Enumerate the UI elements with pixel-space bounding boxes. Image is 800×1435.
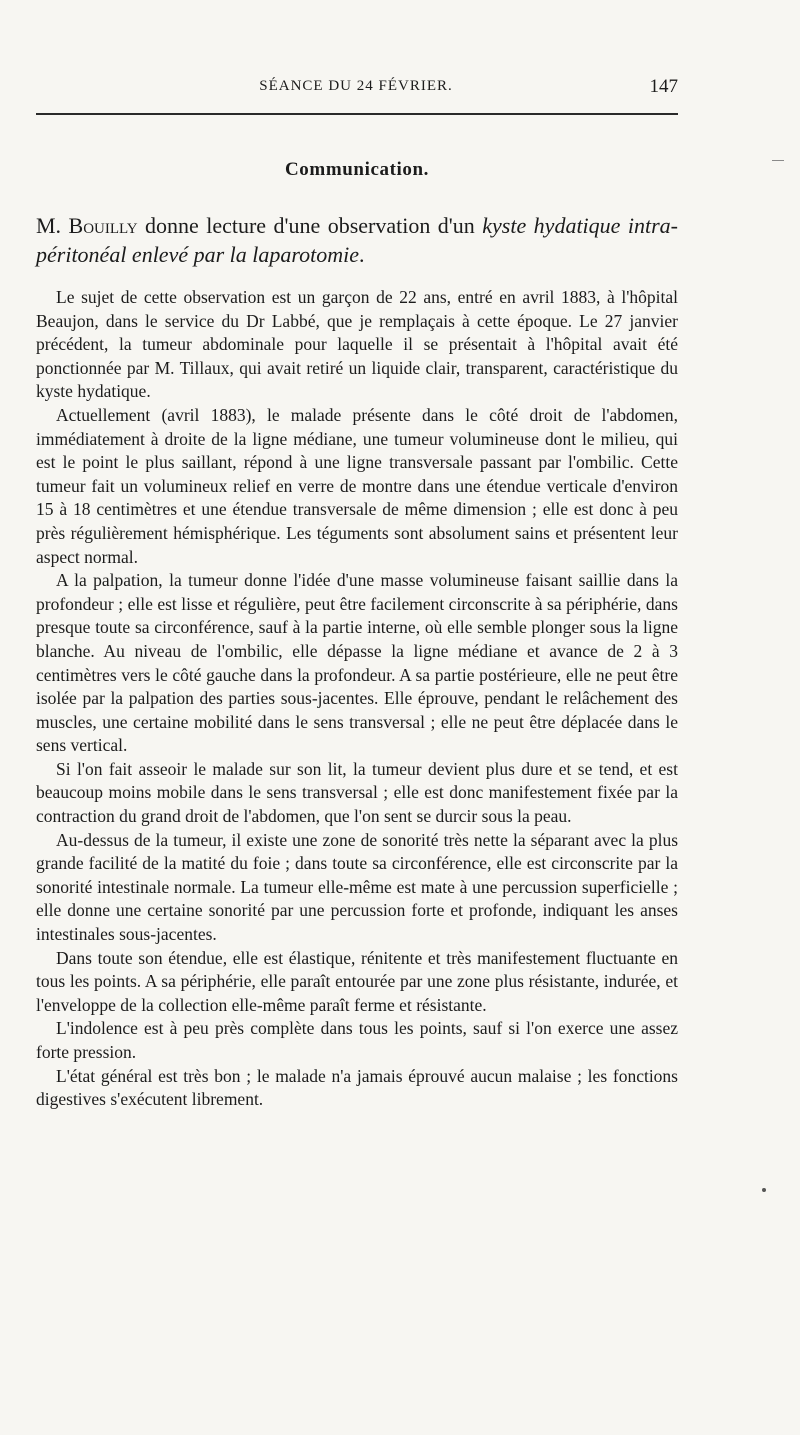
- paragraph-8: L'état général est très bon ; le malade n'a jamais éprouvé aucun malaise ; les fonctions digestives s'exécutent librement.: [36, 1065, 678, 1110]
- paragraph-1: Le sujet de cette observation est un garçon de 22 ans, entré en avril 1883, à l'hôpital Beaujon, dans le service du Dr Labbé, que je remplaçais à cette époque. Le 27 janvier précédent, la tumeur abdominale pour laquelle il se présentait à l'hôpital avait été ponctionnée par M. Tillaux, qui avait retiré un liquide clair, transparent, caractéristique du kyste hydatique.: [36, 287, 678, 402]
- author-name: Bouilly: [68, 213, 138, 238]
- section-title: Communication.: [284, 159, 430, 180]
- paragraph-6: Dans toute son étendue, elle est élastique, rénitente et très manifestement fluctuante en tous les points. A sa périphérie, elle paraît entourée par une zone plus résistante, indurée, et l'enveloppe de la collection elle-même paraît ferme et résistante.: [36, 947, 678, 1015]
- paragraph-2: Actuellement (avril 1883), le malade présente dans le côté droit de l'abdomen, immédiatement à droite de la ligne médiane, une tumeur volumineuse dont le milieu, qui est le point le plus saillant, répond à une ligne transversale passant par l'ombilic. Cette tumeur fait un volumineux relief en verre de montre dans une étendue verticale d'environ 15 à 18 centimètres et une étendue transversale de même dimension ; elle est donc à peu près régulièrement hémisphérique. Les téguments sont absolument sains et présentent leur aspect normal.: [36, 404, 678, 567]
- lead-prefix: M.: [36, 213, 62, 238]
- paragraph-3: A la palpation, la tumeur donne l'idée d'une masse volumineuse faisant saillie dans la profondeur ; elle est lisse et régulière, peut être facilement circonscrite à sa périphérie, dans presque toute sa circonférence, sauf à la partie interne, où elle semble plonger sous la ligne blanche. Au niveau de l'ombilic, elle dépasse la ligne médiane et avance de 2 à 3 centimètres vers le côté gauche dans la profondeur. A sa partie postérieure, elle ne peut être isolée par la palpation des parties sous-jacentes. Elle éprouve, pendant le relâchement des muscles, une certaine mobilité dans le sens transversal ; elle ne peut être déplacée dans le sens vertical.: [36, 570, 678, 756]
- paragraph-7: L'indolence est à peu près complète dans tous les points, sauf si l'on exerce une assez forte pression.: [36, 1018, 678, 1062]
- lead-paragraph: [36, 211, 678, 269]
- running-head: [36, 76, 676, 100]
- lead-end: .: [359, 242, 365, 267]
- running-title: SÉANCE DU 24 FÉVRIER.: [259, 78, 453, 94]
- paragraph-4: Si l'on fait asseoir le malade sur son lit, la tumeur devient plus dure et se tend, et est beaucoup moins mobile dans le sens transversal ; elle est donc manifestement fixée par la contraction du grand droit de l'abdomen, que l'on sent se durcir sous la peau.: [36, 758, 678, 827]
- margin-mark: [772, 160, 784, 161]
- header-rule: [36, 113, 678, 115]
- paragraph-5: Au-dessus de la tumeur, il existe une zone de sonorité très nette la séparant avec la plus grande facilité de la matité du foie ; dans toute sa circonférence, elle est circonscrite par la sonorité intestinale normale. La tumeur elle-même est mate à une percussion superficielle ; elle donne une certaine sonorité par une percussion forte et profonde, indiquant les anses intestinales sous-jacentes.: [36, 829, 678, 945]
- body-text: [36, 286, 678, 1112]
- margin-dot: [762, 1188, 766, 1192]
- lead-middle: donne lecture d'une observation d'un: [137, 213, 483, 238]
- page-number: 147: [649, 76, 678, 97]
- lead-italic-title: kyste hydatique intra-péritonéal enlevé par la laparotomie: [36, 213, 679, 267]
